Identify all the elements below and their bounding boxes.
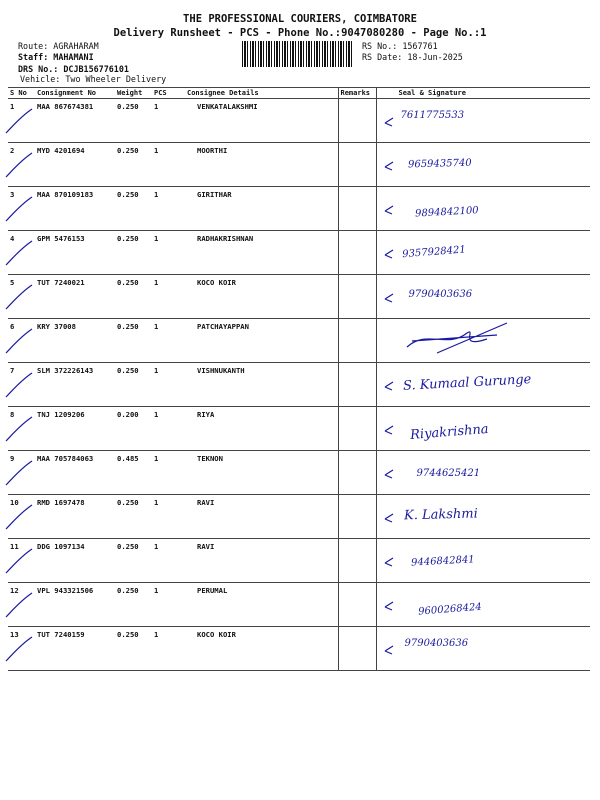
remarks-cell [338, 99, 376, 143]
col-signature: Seal & Signature [376, 88, 590, 99]
handwritten-signature: 7611775533 [400, 110, 465, 121]
handwritten-signature: 9790403636 [404, 638, 469, 649]
pcs: 1 [152, 363, 185, 407]
table-row [8, 187, 590, 231]
consignee-name: PERUMAL [185, 583, 338, 627]
table-row [8, 319, 590, 363]
signature-cell [376, 275, 590, 319]
handwritten-signature: 9659435740 [407, 157, 472, 171]
consignment-no: MYD 4201694 [35, 143, 115, 187]
consignee-name: VISHNUKANTH [185, 363, 338, 407]
handwritten-signature: S. Kumaal Gurunge [402, 372, 532, 394]
delivered-tick-mark [4, 371, 34, 401]
weight: 0.250 [115, 99, 152, 143]
consignee-name: KOCO KOIR [185, 275, 338, 319]
handwritten-signature: Riyakrishna [409, 421, 489, 443]
row-sno: 12 [8, 583, 35, 627]
col-remarks: Remarks [338, 88, 376, 99]
handwritten-signature: 9446842841 [410, 554, 475, 569]
route-label: Route: AGRAHARAM [18, 41, 99, 51]
signature-cell [376, 495, 590, 539]
drs-label: DRS No.: DCJB156776101 [18, 64, 129, 74]
remarks-cell [338, 451, 376, 495]
pcs: 1 [152, 495, 185, 539]
row-sno: 10 [8, 495, 35, 539]
col-consignee: Consignee Details [185, 88, 338, 99]
signature-cell [376, 363, 590, 407]
pcs: 1 [152, 583, 185, 627]
consignment-no: RMD 1697478 [35, 495, 115, 539]
pcs: 1 [152, 143, 185, 187]
signature-cell [376, 451, 590, 495]
row-sno: 2 [8, 143, 35, 187]
consignment-no: DDG 1097134 [35, 539, 115, 583]
rs-date: RS Date: 18-Jun-2025 [362, 52, 463, 62]
delivered-tick-mark [4, 415, 34, 445]
consignment-no: GPM 5476153 [35, 231, 115, 275]
weight: 0.250 [115, 539, 152, 583]
remarks-cell [338, 407, 376, 451]
table-row [8, 99, 590, 143]
row-sno: 9 [8, 451, 35, 495]
signature-cell [376, 187, 590, 231]
signature-cell [376, 99, 590, 143]
delivered-tick-mark [4, 459, 34, 489]
weight: 0.250 [115, 275, 152, 319]
consignment-no: MAA 705784063 [35, 451, 115, 495]
row-sno: 4 [8, 231, 35, 275]
delivered-tick-mark [4, 239, 34, 269]
weight: 0.250 [115, 363, 152, 407]
table-row [8, 539, 590, 583]
vehicle-label: Vehicle: Two Wheeler Delivery [20, 74, 167, 84]
table-header-row [8, 88, 590, 99]
consignment-no: TUT 7240021 [35, 275, 115, 319]
table-row [8, 363, 590, 407]
consignee-name: RAVI [185, 539, 338, 583]
delivered-tick-mark [4, 195, 34, 225]
table-row [8, 495, 590, 539]
remarks-cell [338, 495, 376, 539]
pcs: 1 [152, 407, 185, 451]
delivered-tick-mark [4, 503, 34, 533]
row-sno: 3 [8, 187, 35, 231]
table-row [8, 627, 590, 671]
signature-cell [376, 583, 590, 627]
signature-cell [376, 231, 590, 275]
runsheet-table [8, 87, 590, 671]
consignment-no: KRY 37008 [35, 319, 115, 363]
runsheet-subtitle: Delivery Runsheet - PCS - Phone No.:9047080280 - Page No.:1 [113, 27, 487, 39]
remarks-cell [338, 231, 376, 275]
table-row [8, 143, 590, 187]
consignee-name: TEKNON [185, 451, 338, 495]
remarks-cell [338, 363, 376, 407]
consignee-name: GIRITHAR [185, 187, 338, 231]
consignment-no: TNJ 1209206 [35, 407, 115, 451]
remarks-cell [338, 319, 376, 363]
consignee-name: RAVI [185, 495, 338, 539]
pcs: 1 [152, 451, 185, 495]
weight: 0.250 [115, 231, 152, 275]
col-weight: Weight [115, 88, 152, 99]
delivered-tick-mark [4, 327, 34, 357]
pcs: 1 [152, 275, 185, 319]
weight: 0.250 [115, 319, 152, 363]
row-sno: 1 [8, 99, 35, 143]
table-row [8, 231, 590, 275]
consignment-no: SLM 372226143 [35, 363, 115, 407]
pcs: 1 [152, 99, 185, 143]
weight: 0.250 [115, 583, 152, 627]
consignee-name: MOORTHI [185, 143, 338, 187]
remarks-cell [338, 583, 376, 627]
row-sno: 5 [8, 275, 35, 319]
barcode [242, 41, 354, 67]
signature-cell [376, 143, 590, 187]
table-row [8, 451, 590, 495]
consignment-no: VPL 943321506 [35, 583, 115, 627]
consignment-no: MAA 867674381 [35, 99, 115, 143]
remarks-cell [338, 539, 376, 583]
delivered-tick-mark [4, 547, 34, 577]
weight: 0.250 [115, 143, 152, 187]
signature-flourish [377, 319, 587, 359]
table-row [8, 407, 590, 451]
signature-cell [376, 319, 590, 363]
remarks-cell [338, 143, 376, 187]
row-sno: 6 [8, 319, 35, 363]
weight: 0.200 [115, 407, 152, 451]
weight: 0.485 [115, 451, 152, 495]
remarks-cell [338, 627, 376, 671]
consignee-name: VENKATALAKSHMI [185, 99, 338, 143]
signature-cell [376, 539, 590, 583]
delivered-tick-mark [4, 635, 34, 665]
handwritten-signature: K. Lakshmi [403, 506, 478, 524]
remarks-cell [338, 275, 376, 319]
pcs: 1 [152, 627, 185, 671]
weight: 0.250 [115, 495, 152, 539]
table-row [8, 583, 590, 627]
delivered-tick-mark [4, 283, 34, 313]
page-title: THE PROFESSIONAL COURIERS, COIMBATORE [183, 13, 417, 25]
row-sno: 11 [8, 539, 35, 583]
col-sno: S No [8, 88, 35, 99]
remarks-cell [338, 187, 376, 231]
pcs: 1 [152, 187, 185, 231]
consignment-no: MAA 870109183 [35, 187, 115, 231]
consignee-name: RADHAKRISHNAN [185, 231, 338, 275]
row-sno: 13 [8, 627, 35, 671]
handwritten-signature: 9357928421 [401, 244, 466, 261]
handwritten-signature: 9790403636 [408, 289, 473, 300]
delivered-tick-mark [4, 591, 34, 621]
signature-cell [376, 407, 590, 451]
weight: 0.250 [115, 627, 152, 671]
pcs: 1 [152, 231, 185, 275]
weight: 0.250 [115, 187, 152, 231]
delivered-tick-mark [4, 107, 34, 137]
consignment-no: TUT 7240159 [35, 627, 115, 671]
rs-number: RS No.: 1567761 [362, 41, 438, 51]
handwritten-signature: 9600268424 [417, 601, 482, 618]
col-pcs: PCS [152, 88, 185, 99]
signature-cell [376, 627, 590, 671]
table-row [8, 275, 590, 319]
handwritten-signature: 9744625421 [416, 468, 481, 479]
pcs: 1 [152, 539, 185, 583]
staff-label: Staff: MAHAMANI [18, 52, 94, 62]
consignee-name: RIYA [185, 407, 338, 451]
consignee-name: KOCO KOIR [185, 627, 338, 671]
row-sno: 8 [8, 407, 35, 451]
consignee-name: PATCHAYAPPAN [185, 319, 338, 363]
handwritten-signature: 9894842100 [414, 205, 479, 220]
col-consignment: Consignment No [35, 88, 115, 99]
row-sno: 7 [8, 363, 35, 407]
delivered-tick-mark [4, 151, 34, 181]
pcs: 1 [152, 319, 185, 363]
